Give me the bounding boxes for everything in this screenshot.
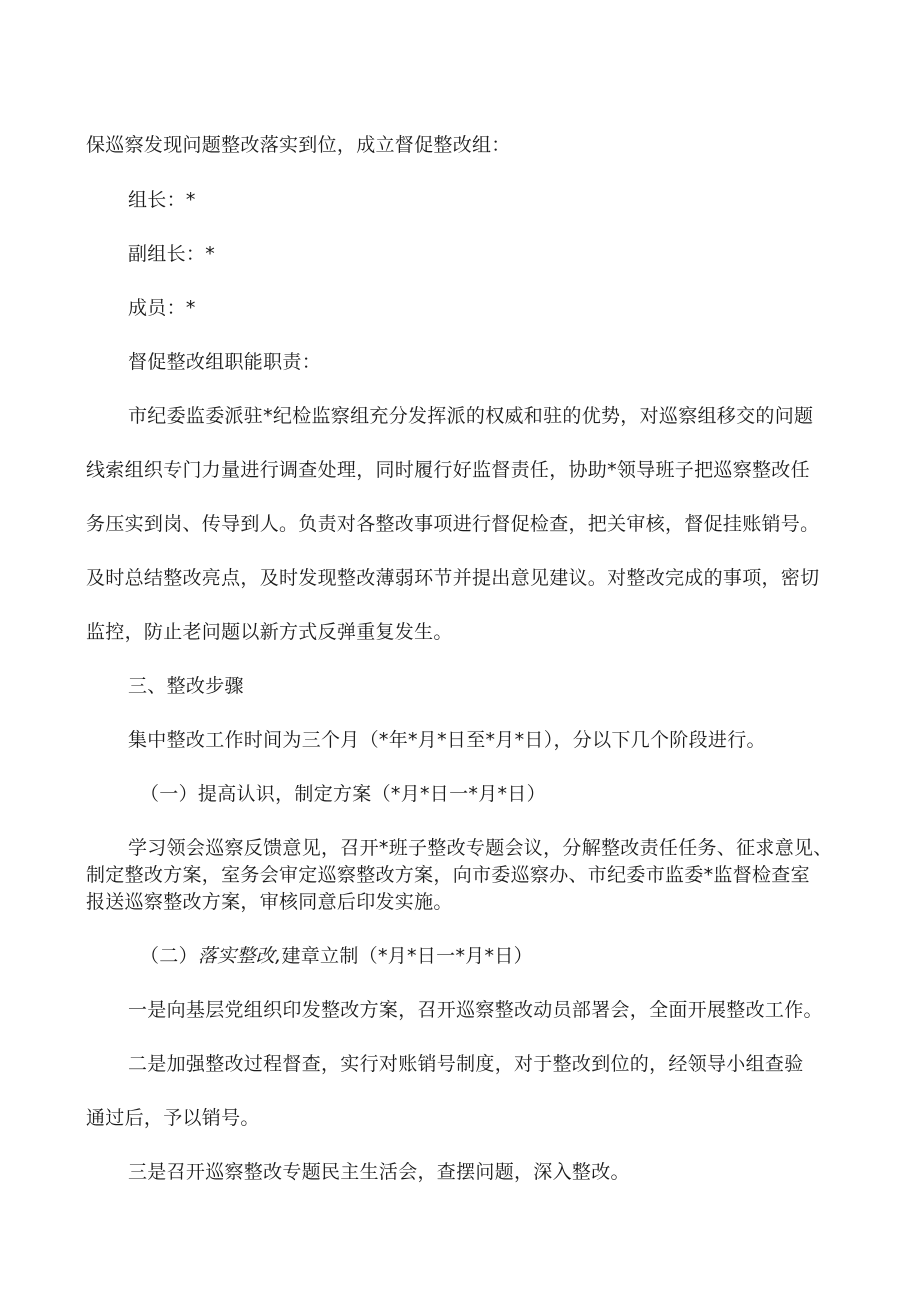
stage-2-heading [140, 944, 533, 968]
item-2-line-1: 二是加强整改过程督查，实行对账销号制度，对于整改到位的，经领导小组查验 [128, 1053, 804, 1075]
duties-line-3: 务压实到岗、传导到人。负责对各整改事项进行督促检查，把关审核，督促挂账销号。 [86, 513, 820, 535]
item-2-line-2: 通过后，予以销号。 [86, 1107, 260, 1129]
stage-2-heading-prefix: （二） [140, 945, 198, 967]
group-members: 成员：* [128, 297, 196, 319]
item-1: 一是向基层党组织印发整改方案，召开巡察整改动员部署会，全面开展整改工作。 [128, 999, 823, 1021]
duties-line-4: 及时总结整改亮点，及时发现整改薄弱环节并提出意见建议。对整改完成的事项，密切 [86, 567, 820, 589]
duties-line-1: 市纪委监委派驻*纪检监察组充分发挥派的权威和驻的优势，对巡察组移交的问题 [128, 405, 814, 427]
paragraph-intro: 保巡察发现问题整改落实到位，成立督促整改组： [86, 134, 511, 156]
stage-1-line-1: 学习领会巡察反馈意见，召开*班子整改专题会议，分解整改责任任务、征求意见、 [128, 837, 833, 859]
group-leader: 组长：* [128, 189, 196, 211]
duties-line-2: 线索组织专门力量进行调查处理，同时履行好监督责任，协助*领导班子把巡察整改任 [86, 459, 810, 481]
timeline-paragraph: 集中整改工作时间为三个月（*年*月*日至*月*日），分以下几个阶段进行。 [128, 729, 766, 751]
stage-1-line-2: 制定整改方案，室务会审定巡察整改方案，向市委巡察办、市纪委市监委*监督检查室 [86, 864, 810, 886]
stage-1-heading: （一）提高认识，制定方案（*月*日一*月*日） [140, 783, 546, 805]
stage-2-heading-italic: 落实整改, [197, 945, 282, 967]
item-3: 三是召开巡察整改专题民主生活会，查摆问题，深入整改。 [128, 1161, 630, 1183]
duties-heading: 督促整改组职能职责： [128, 351, 322, 373]
stage-2-heading-suffix: 建章立制（*月*日一*月*日） [281, 945, 533, 967]
group-deputy-leader: 副组长：* [128, 243, 216, 265]
section-heading-steps: 三、整改步骤 [128, 675, 244, 697]
duties-line-5: 监控，防止老问题以新方式反弹重复发生。 [86, 621, 453, 643]
stage-1-line-3: 报送巡察整改方案，审核同意后印发实施。 [86, 891, 453, 913]
